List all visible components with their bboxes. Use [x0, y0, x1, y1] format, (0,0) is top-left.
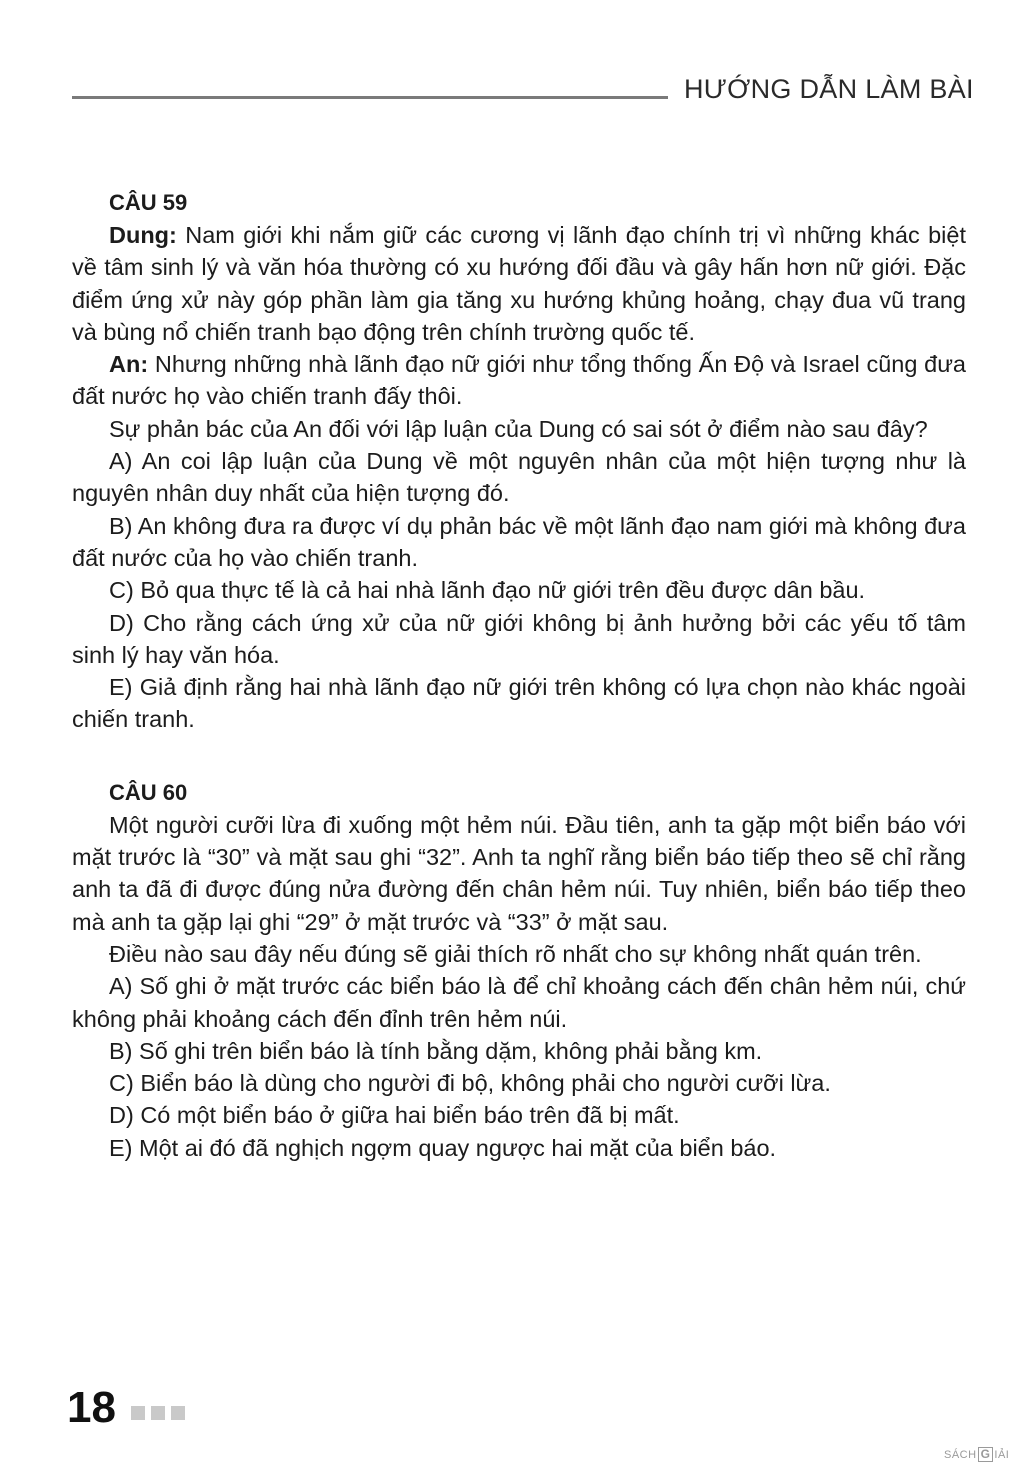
question-59-title: CÂU 59: [109, 190, 188, 215]
dung-text: Nam giới khi nắm giữ các cương vị lãnh đạo chính trị vì những khác biệt về tâm sinh lý và văn hóa thường có xu hướng đối đầu và gây hấn hơn nữ giới. Đặc điểm ứng xử này góp phần làm gia tăng xu hướng khủng hoảng, chạy đua vũ trang và bùng nổ chiến tranh bạo động trên chính trường quốc tế.: [72, 222, 966, 345]
answer-option: C) Biển báo là dùng cho người đi bộ, không phải cho người cưỡi lừa.: [109, 1070, 831, 1097]
page-content: [72, 187, 966, 1164]
watermark-box: G: [978, 1447, 994, 1462]
answer-option: D) Cho rằng cách ứng xử của nữ giới không bị ảnh hưởng bởi các yếu tố tâm sinh lý hay văn hóa.: [72, 609, 966, 668]
an-text: Nhưng những nhà lãnh đạo nữ giới như tổng thống Ấn Độ và Israel cũng đưa đất nước họ vào chiến tranh đấy thôi.: [72, 351, 966, 410]
watermark-left: SÁCH: [944, 1448, 977, 1461]
question-60-body: Một người cưỡi lừa đi xuống một hẻm núi. Đầu tiên, anh ta gặp một biển báo với mặt trước là “30” và mặt sau ghi “32”. Anh ta nghĩ rằng biển báo tiếp theo sẽ chỉ rằng anh ta đã đi được đúng nửa đường đến chân hẻm núi. Tuy nhiên, biển báo tiếp theo mà anh ta gặp lại ghi “29” ở mặt trước và “33” ở mặt sau.: [72, 811, 966, 935]
watermark-right: IẢI: [994, 1448, 1010, 1461]
question-60-prompt: Điều nào sau đây nếu đúng sẽ giải thích rõ nhất cho sự không nhất quán trên.: [109, 940, 922, 967]
page-number: 18: [67, 1383, 116, 1432]
question-60-title: CÂU 60: [109, 779, 188, 805]
answer-option: E) Giả định rằng hai nhà lãnh đạo nữ giới trên không có lựa chọn nào khác ngoài chiến tranh.: [72, 674, 966, 733]
answer-option: C) Bỏ qua thực tế là cả hai nhà lãnh đạo nữ giới trên đều được dân bầu.: [109, 577, 866, 604]
answer-option: D) Có một biển báo ở giữa hai biển báo trên đã bị mất.: [109, 1102, 680, 1129]
an-statement: [72, 348, 966, 413]
dung-statement: [72, 219, 966, 348]
speaker-an: An:: [109, 351, 149, 378]
speaker-dung: Dung:: [109, 222, 177, 248]
answer-option: A) An coi lập luận của Dung về một nguyên nhân của một hiện tượng như là nguyên nhân duy nhất của hiện tượng đó.: [72, 448, 966, 507]
sachgiai-watermark: [944, 1447, 1009, 1462]
dot-decoration: [151, 1406, 165, 1420]
question-59: [72, 187, 966, 736]
page-number-dots: [131, 1406, 185, 1420]
answer-option: E) Một ai đó đã nghịch ngợm quay ngược hai mặt của biển báo.: [109, 1134, 777, 1161]
answer-option: A) Số ghi ở mặt trước các biển báo là để chỉ khoảng cách đến chân hẻm núi, chứ không phải khoảng cách đến đỉnh trên hẻm núi.: [72, 973, 966, 1032]
running-header: HƯỚNG DẪN LÀM BÀI: [684, 74, 974, 104]
dot-decoration: [171, 1406, 185, 1420]
answer-option: B) Số ghi trên biển báo là tính bằng dặm, không phải bằng km.: [109, 1037, 763, 1064]
dot-decoration: [131, 1406, 145, 1420]
question-59-prompt: Sự phản bác của An đối với lập luận của Dung có sai sót ở điểm nào sau đây?: [109, 415, 928, 442]
question-60: [72, 777, 966, 1164]
answer-option: B) An không đưa ra được ví dụ phản bác về một lãnh đạo nam giới mà không đưa đất nước của họ vào chiến tranh.: [72, 512, 966, 571]
header-rule: [72, 96, 668, 99]
